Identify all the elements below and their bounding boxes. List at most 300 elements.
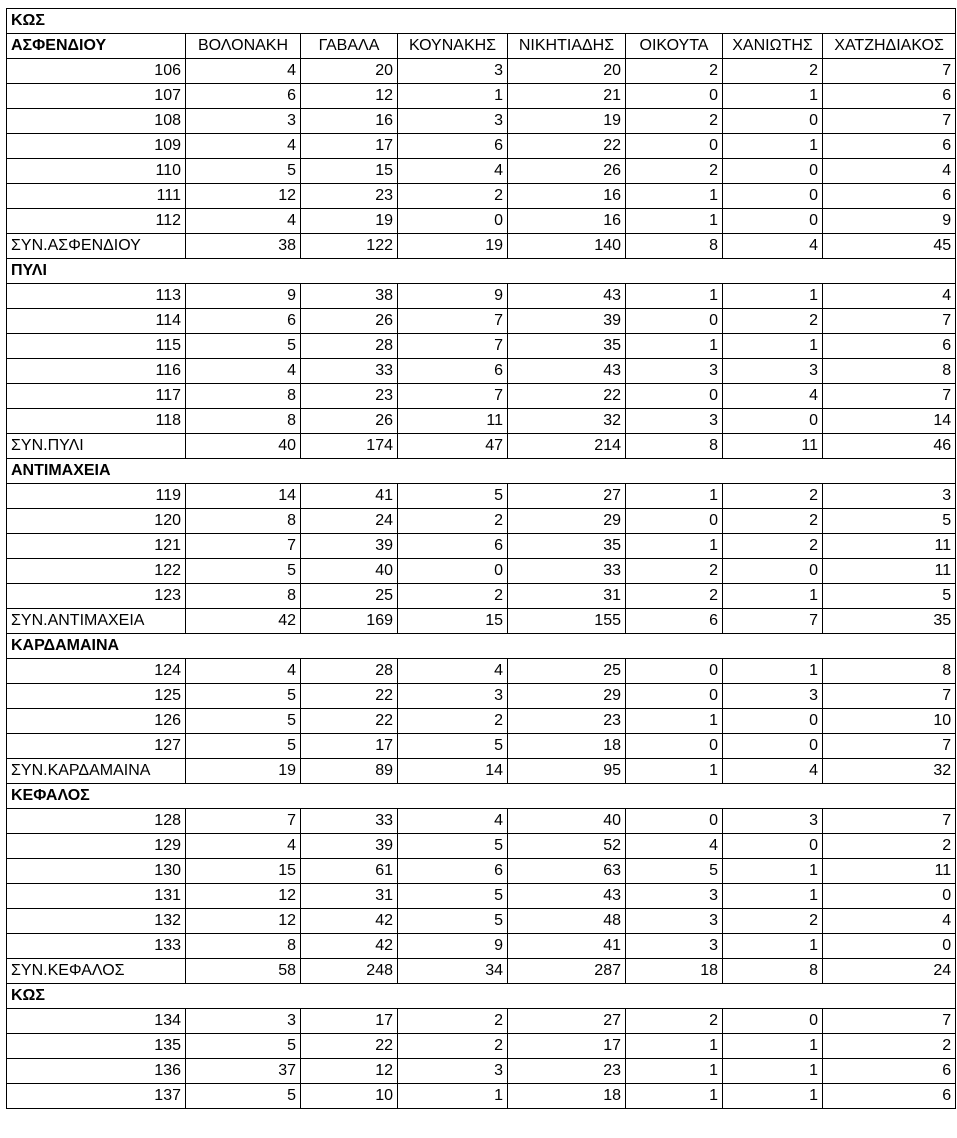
vote-cell[interactable]: 10 [823, 709, 956, 734]
vote-cell[interactable]: 43 [508, 884, 626, 909]
vote-cell[interactable]: 27 [508, 484, 626, 509]
vote-cell[interactable]: 2 [398, 584, 508, 609]
precinct-id-cell[interactable]: 123 [7, 584, 186, 609]
vote-cell[interactable]: 41 [508, 934, 626, 959]
precinct-id-cell[interactable]: 114 [7, 309, 186, 334]
vote-cell[interactable]: 23 [508, 1059, 626, 1084]
vote-cell[interactable]: 11 [823, 859, 956, 884]
vote-cell[interactable]: 12 [186, 184, 301, 209]
vote-cell[interactable]: 26 [301, 409, 398, 434]
vote-cell[interactable]: 2 [626, 584, 723, 609]
vote-cell[interactable]: 22 [508, 134, 626, 159]
vote-cell[interactable]: 7 [823, 734, 956, 759]
vote-cell[interactable]: 3 [398, 109, 508, 134]
vote-cell[interactable]: 1 [626, 284, 723, 309]
vote-cell[interactable]: 4 [186, 659, 301, 684]
total-cell[interactable]: 58 [186, 959, 301, 984]
vote-cell[interactable]: 1 [723, 334, 823, 359]
vote-cell[interactable]: 0 [398, 559, 508, 584]
vote-cell[interactable]: 1 [723, 1084, 823, 1109]
total-label-cell[interactable]: ΣΥΝ.ΚΑΡΔΑΜΑΙΝΑ [7, 759, 186, 784]
vote-cell[interactable]: 1 [626, 1034, 723, 1059]
vote-cell[interactable]: 1 [626, 209, 723, 234]
vote-cell[interactable]: 1 [626, 184, 723, 209]
vote-cell[interactable]: 14 [186, 484, 301, 509]
total-cell[interactable]: 46 [823, 434, 956, 459]
total-cell[interactable]: 14 [398, 759, 508, 784]
vote-cell[interactable]: 1 [723, 934, 823, 959]
column-header[interactable]: ΒΟΛΟΝΑΚΗ [186, 34, 301, 59]
vote-cell[interactable]: 8 [186, 384, 301, 409]
total-cell[interactable]: 140 [508, 234, 626, 259]
precinct-id-cell[interactable]: 129 [7, 834, 186, 859]
vote-cell[interactable]: 2 [626, 59, 723, 84]
vote-cell[interactable]: 7 [823, 1009, 956, 1034]
vote-cell[interactable]: 1 [626, 709, 723, 734]
vote-cell[interactable]: 16 [508, 209, 626, 234]
vote-cell[interactable]: 6 [823, 1059, 956, 1084]
vote-cell[interactable]: 2 [723, 534, 823, 559]
vote-cell[interactable]: 4 [186, 134, 301, 159]
vote-cell[interactable]: 5 [186, 1084, 301, 1109]
total-cell[interactable]: 32 [823, 759, 956, 784]
column-header[interactable]: ΟΙΚΟΥΤΑ [626, 34, 723, 59]
vote-cell[interactable]: 5 [823, 509, 956, 534]
vote-cell[interactable]: 5 [186, 559, 301, 584]
total-cell[interactable]: 248 [301, 959, 398, 984]
total-cell[interactable]: 35 [823, 609, 956, 634]
precinct-id-cell[interactable]: 111 [7, 184, 186, 209]
vote-cell[interactable]: 35 [508, 334, 626, 359]
vote-cell[interactable]: 39 [301, 834, 398, 859]
vote-cell[interactable]: 12 [301, 84, 398, 109]
vote-cell[interactable]: 5 [398, 884, 508, 909]
vote-cell[interactable]: 0 [626, 84, 723, 109]
vote-cell[interactable]: 12 [186, 909, 301, 934]
vote-cell[interactable]: 5 [626, 859, 723, 884]
vote-cell[interactable]: 40 [508, 809, 626, 834]
total-cell[interactable]: 40 [186, 434, 301, 459]
vote-cell[interactable]: 7 [398, 384, 508, 409]
column-header[interactable]: ΧΑΤΖΗΔΙΑΚΟΣ [823, 34, 956, 59]
vote-cell[interactable]: 7 [398, 309, 508, 334]
vote-cell[interactable]: 2 [823, 1034, 956, 1059]
vote-cell[interactable]: 7 [823, 309, 956, 334]
vote-cell[interactable]: 63 [508, 859, 626, 884]
vote-cell[interactable]: 12 [186, 884, 301, 909]
vote-cell[interactable]: 40 [301, 559, 398, 584]
vote-cell[interactable]: 6 [186, 84, 301, 109]
total-cell[interactable]: 8 [626, 434, 723, 459]
precinct-id-cell[interactable]: 125 [7, 684, 186, 709]
vote-cell[interactable]: 0 [723, 834, 823, 859]
precinct-id-cell[interactable]: 132 [7, 909, 186, 934]
vote-cell[interactable]: 37 [186, 1059, 301, 1084]
vote-cell[interactable]: 1 [626, 334, 723, 359]
vote-cell[interactable]: 43 [508, 359, 626, 384]
vote-cell[interactable]: 0 [626, 134, 723, 159]
vote-cell[interactable]: 19 [508, 109, 626, 134]
vote-cell[interactable]: 4 [186, 59, 301, 84]
vote-cell[interactable]: 33 [508, 559, 626, 584]
vote-cell[interactable]: 1 [723, 584, 823, 609]
vote-cell[interactable]: 8 [186, 509, 301, 534]
vote-cell[interactable]: 4 [626, 834, 723, 859]
vote-cell[interactable]: 2 [626, 109, 723, 134]
total-cell[interactable]: 19 [186, 759, 301, 784]
vote-cell[interactable]: 42 [301, 934, 398, 959]
vote-cell[interactable]: 42 [301, 909, 398, 934]
vote-cell[interactable]: 52 [508, 834, 626, 859]
vote-cell[interactable]: 16 [508, 184, 626, 209]
vote-cell[interactable]: 22 [301, 1034, 398, 1059]
vote-cell[interactable]: 20 [508, 59, 626, 84]
total-cell[interactable]: 6 [626, 609, 723, 634]
vote-cell[interactable]: 3 [398, 59, 508, 84]
vote-cell[interactable]: 17 [508, 1034, 626, 1059]
vote-cell[interactable]: 3 [626, 934, 723, 959]
vote-cell[interactable]: 2 [723, 484, 823, 509]
vote-cell[interactable]: 2 [723, 59, 823, 84]
vote-cell[interactable]: 15 [301, 159, 398, 184]
vote-cell[interactable]: 2 [723, 309, 823, 334]
precinct-id-cell[interactable]: 128 [7, 809, 186, 834]
vote-cell[interactable]: 6 [823, 334, 956, 359]
vote-cell[interactable]: 7 [398, 334, 508, 359]
vote-cell[interactable]: 5 [186, 334, 301, 359]
column-header[interactable]: ΓΑΒΑΛΑ [301, 34, 398, 59]
vote-cell[interactable]: 4 [398, 659, 508, 684]
vote-cell[interactable]: 0 [723, 734, 823, 759]
vote-cell[interactable]: 23 [301, 384, 398, 409]
vote-cell[interactable]: 61 [301, 859, 398, 884]
vote-cell[interactable]: 10 [301, 1084, 398, 1109]
vote-cell[interactable]: 6 [823, 1084, 956, 1109]
vote-cell[interactable]: 0 [723, 209, 823, 234]
total-cell[interactable]: 19 [398, 234, 508, 259]
precinct-id-cell[interactable]: 133 [7, 934, 186, 959]
vote-cell[interactable]: 31 [301, 884, 398, 909]
vote-cell[interactable]: 5 [186, 734, 301, 759]
vote-cell[interactable]: 43 [508, 284, 626, 309]
vote-cell[interactable]: 28 [301, 334, 398, 359]
vote-cell[interactable]: 2 [723, 509, 823, 534]
vote-cell[interactable]: 4 [823, 159, 956, 184]
total-cell[interactable]: 4 [723, 759, 823, 784]
vote-cell[interactable]: 4 [723, 384, 823, 409]
vote-cell[interactable]: 29 [508, 684, 626, 709]
precinct-id-cell[interactable]: 131 [7, 884, 186, 909]
vote-cell[interactable]: 14 [823, 409, 956, 434]
vote-cell[interactable]: 3 [398, 1059, 508, 1084]
section-name[interactable]: ΑΝΤΙΜΑΧΕΙΑ [7, 459, 956, 484]
vote-cell[interactable]: 23 [301, 184, 398, 209]
vote-cell[interactable]: 0 [823, 934, 956, 959]
vote-cell[interactable]: 3 [626, 359, 723, 384]
vote-cell[interactable]: 3 [723, 359, 823, 384]
vote-cell[interactable]: 8 [186, 934, 301, 959]
vote-cell[interactable]: 9 [186, 284, 301, 309]
vote-cell[interactable]: 1 [723, 659, 823, 684]
vote-cell[interactable]: 8 [823, 659, 956, 684]
vote-cell[interactable]: 2 [823, 834, 956, 859]
vote-cell[interactable]: 3 [186, 1009, 301, 1034]
section-name[interactable]: ΠΥΛΙ [7, 259, 956, 284]
total-cell[interactable]: 38 [186, 234, 301, 259]
vote-cell[interactable]: 0 [723, 184, 823, 209]
vote-cell[interactable]: 33 [301, 809, 398, 834]
total-cell[interactable]: 34 [398, 959, 508, 984]
vote-cell[interactable]: 2 [626, 559, 723, 584]
total-cell[interactable]: 11 [723, 434, 823, 459]
vote-cell[interactable]: 0 [626, 309, 723, 334]
vote-cell[interactable]: 6 [823, 134, 956, 159]
vote-cell[interactable]: 1 [398, 84, 508, 109]
precinct-id-cell[interactable]: 136 [7, 1059, 186, 1084]
vote-cell[interactable]: 4 [186, 359, 301, 384]
total-cell[interactable]: 4 [723, 234, 823, 259]
vote-cell[interactable]: 8 [186, 584, 301, 609]
vote-cell[interactable]: 26 [508, 159, 626, 184]
vote-cell[interactable]: 4 [823, 909, 956, 934]
vote-cell[interactable]: 2 [398, 709, 508, 734]
total-cell[interactable]: 169 [301, 609, 398, 634]
vote-cell[interactable]: 5 [398, 484, 508, 509]
vote-cell[interactable]: 5 [398, 834, 508, 859]
total-label-cell[interactable]: ΣΥΝ.ΑΝΤΙΜΑΧΕΙΑ [7, 609, 186, 634]
precinct-id-cell[interactable]: 126 [7, 709, 186, 734]
precinct-id-cell[interactable]: 108 [7, 109, 186, 134]
total-cell[interactable]: 8 [723, 959, 823, 984]
vote-cell[interactable]: 0 [723, 159, 823, 184]
vote-cell[interactable]: 35 [508, 534, 626, 559]
precinct-id-cell[interactable]: 122 [7, 559, 186, 584]
column-header[interactable]: ΧΑΝΙΩΤΗΣ [723, 34, 823, 59]
vote-cell[interactable]: 18 [508, 1084, 626, 1109]
vote-cell[interactable]: 1 [723, 1059, 823, 1084]
precinct-id-cell[interactable]: 130 [7, 859, 186, 884]
vote-cell[interactable]: 7 [823, 809, 956, 834]
precinct-id-cell[interactable]: 107 [7, 84, 186, 109]
total-cell[interactable]: 45 [823, 234, 956, 259]
vote-cell[interactable]: 0 [626, 734, 723, 759]
total-cell[interactable]: 95 [508, 759, 626, 784]
total-label-cell[interactable]: ΣΥΝ.ΚΕΦΑΛΟΣ [7, 959, 186, 984]
vote-cell[interactable]: 3 [626, 884, 723, 909]
vote-cell[interactable]: 6 [398, 359, 508, 384]
vote-cell[interactable]: 4 [186, 209, 301, 234]
precinct-id-cell[interactable]: 120 [7, 509, 186, 534]
vote-cell[interactable]: 32 [508, 409, 626, 434]
column-header[interactable]: ΚΟΥΝΑΚΗΣ [398, 34, 508, 59]
vote-cell[interactable]: 1 [626, 1084, 723, 1109]
total-cell[interactable]: 214 [508, 434, 626, 459]
vote-cell[interactable]: 0 [723, 559, 823, 584]
precinct-id-cell[interactable]: 106 [7, 59, 186, 84]
total-label-cell[interactable]: ΣΥΝ.ΑΣΦΕΝΔΙΟΥ [7, 234, 186, 259]
vote-cell[interactable]: 3 [723, 809, 823, 834]
precinct-id-cell[interactable]: 109 [7, 134, 186, 159]
vote-cell[interactable]: 3 [723, 684, 823, 709]
precinct-id-cell[interactable]: 116 [7, 359, 186, 384]
precinct-id-cell[interactable]: 115 [7, 334, 186, 359]
vote-cell[interactable]: 33 [301, 359, 398, 384]
vote-cell[interactable]: 1 [723, 84, 823, 109]
vote-cell[interactable]: 1 [723, 859, 823, 884]
vote-cell[interactable]: 0 [626, 684, 723, 709]
vote-cell[interactable]: 0 [626, 659, 723, 684]
table-title[interactable]: ΚΩΣ [7, 9, 956, 34]
vote-cell[interactable]: 23 [508, 709, 626, 734]
vote-cell[interactable]: 0 [723, 709, 823, 734]
vote-cell[interactable]: 17 [301, 1009, 398, 1034]
total-cell[interactable]: 287 [508, 959, 626, 984]
section-name[interactable]: ΚΩΣ [7, 984, 956, 1009]
precinct-id-cell[interactable]: 117 [7, 384, 186, 409]
vote-cell[interactable]: 1 [723, 1034, 823, 1059]
precinct-id-cell[interactable]: 119 [7, 484, 186, 509]
precinct-id-cell[interactable]: 127 [7, 734, 186, 759]
vote-cell[interactable]: 5 [823, 584, 956, 609]
vote-cell[interactable]: 2 [723, 909, 823, 934]
vote-cell[interactable]: 6 [186, 309, 301, 334]
vote-cell[interactable]: 0 [723, 1009, 823, 1034]
vote-cell[interactable]: 19 [301, 209, 398, 234]
vote-cell[interactable]: 7 [823, 684, 956, 709]
vote-cell[interactable]: 0 [723, 409, 823, 434]
vote-cell[interactable]: 2 [398, 184, 508, 209]
vote-cell[interactable]: 15 [186, 859, 301, 884]
vote-cell[interactable]: 41 [301, 484, 398, 509]
vote-cell[interactable]: 9 [398, 934, 508, 959]
vote-cell[interactable]: 12 [301, 1059, 398, 1084]
vote-cell[interactable]: 11 [823, 559, 956, 584]
vote-cell[interactable]: 8 [186, 409, 301, 434]
precinct-id-cell[interactable]: 137 [7, 1084, 186, 1109]
vote-cell[interactable]: 1 [723, 284, 823, 309]
total-cell[interactable]: 8 [626, 234, 723, 259]
vote-cell[interactable]: 0 [723, 109, 823, 134]
vote-cell[interactable]: 2 [398, 1034, 508, 1059]
precinct-id-cell[interactable]: 112 [7, 209, 186, 234]
vote-cell[interactable]: 22 [301, 684, 398, 709]
vote-cell[interactable]: 20 [301, 59, 398, 84]
vote-cell[interactable]: 39 [301, 534, 398, 559]
vote-cell[interactable]: 11 [823, 534, 956, 559]
vote-cell[interactable]: 7 [823, 59, 956, 84]
vote-cell[interactable]: 7 [823, 384, 956, 409]
vote-cell[interactable]: 0 [626, 809, 723, 834]
total-cell[interactable]: 155 [508, 609, 626, 634]
vote-cell[interactable]: 1 [723, 884, 823, 909]
total-cell[interactable]: 24 [823, 959, 956, 984]
vote-cell[interactable]: 5 [186, 709, 301, 734]
vote-cell[interactable]: 1 [723, 134, 823, 159]
vote-cell[interactable]: 6 [398, 534, 508, 559]
vote-cell[interactable]: 5 [398, 734, 508, 759]
vote-cell[interactable]: 3 [398, 684, 508, 709]
vote-cell[interactable]: 17 [301, 734, 398, 759]
vote-cell[interactable]: 24 [301, 509, 398, 534]
total-cell[interactable]: 174 [301, 434, 398, 459]
vote-cell[interactable]: 28 [301, 659, 398, 684]
total-cell[interactable]: 1 [626, 759, 723, 784]
vote-cell[interactable]: 27 [508, 1009, 626, 1034]
vote-cell[interactable]: 22 [508, 384, 626, 409]
section-name[interactable]: ΑΣΦΕΝΔΙΟΥ [7, 34, 186, 59]
vote-cell[interactable]: 9 [823, 209, 956, 234]
vote-cell[interactable]: 1 [398, 1084, 508, 1109]
vote-cell[interactable]: 5 [186, 1034, 301, 1059]
vote-cell[interactable]: 17 [301, 134, 398, 159]
vote-cell[interactable]: 0 [626, 384, 723, 409]
vote-cell[interactable]: 9 [398, 284, 508, 309]
vote-cell[interactable]: 7 [823, 109, 956, 134]
precinct-id-cell[interactable]: 135 [7, 1034, 186, 1059]
vote-cell[interactable]: 1 [626, 1059, 723, 1084]
total-cell[interactable]: 89 [301, 759, 398, 784]
vote-cell[interactable]: 22 [301, 709, 398, 734]
precinct-id-cell[interactable]: 121 [7, 534, 186, 559]
precinct-id-cell[interactable]: 113 [7, 284, 186, 309]
vote-cell[interactable]: 18 [508, 734, 626, 759]
total-cell[interactable]: 47 [398, 434, 508, 459]
vote-cell[interactable]: 11 [398, 409, 508, 434]
vote-cell[interactable]: 2 [626, 159, 723, 184]
total-cell[interactable]: 7 [723, 609, 823, 634]
vote-cell[interactable]: 6 [398, 134, 508, 159]
vote-cell[interactable]: 3 [626, 909, 723, 934]
vote-cell[interactable]: 48 [508, 909, 626, 934]
vote-cell[interactable]: 16 [301, 109, 398, 134]
precinct-id-cell[interactable]: 118 [7, 409, 186, 434]
vote-cell[interactable]: 31 [508, 584, 626, 609]
vote-cell[interactable]: 26 [301, 309, 398, 334]
vote-cell[interactable]: 2 [626, 1009, 723, 1034]
vote-cell[interactable]: 3 [186, 109, 301, 134]
vote-cell[interactable]: 38 [301, 284, 398, 309]
vote-cell[interactable]: 25 [508, 659, 626, 684]
vote-cell[interactable]: 1 [626, 534, 723, 559]
vote-cell[interactable]: 2 [398, 1009, 508, 1034]
total-cell[interactable]: 122 [301, 234, 398, 259]
vote-cell[interactable]: 0 [398, 209, 508, 234]
vote-cell[interactable]: 7 [186, 809, 301, 834]
vote-cell[interactable]: 0 [626, 509, 723, 534]
vote-cell[interactable]: 5 [398, 909, 508, 934]
vote-cell[interactable]: 21 [508, 84, 626, 109]
vote-cell[interactable]: 6 [823, 184, 956, 209]
total-label-cell[interactable]: ΣΥΝ.ΠΥΛΙ [7, 434, 186, 459]
vote-cell[interactable]: 4 [823, 284, 956, 309]
vote-cell[interactable]: 29 [508, 509, 626, 534]
vote-cell[interactable]: 3 [626, 409, 723, 434]
precinct-id-cell[interactable]: 110 [7, 159, 186, 184]
vote-cell[interactable]: 8 [823, 359, 956, 384]
vote-cell[interactable]: 2 [398, 509, 508, 534]
vote-cell[interactable]: 25 [301, 584, 398, 609]
vote-cell[interactable]: 3 [823, 484, 956, 509]
total-cell[interactable]: 42 [186, 609, 301, 634]
vote-cell[interactable]: 0 [823, 884, 956, 909]
vote-cell[interactable]: 39 [508, 309, 626, 334]
vote-cell[interactable]: 5 [186, 684, 301, 709]
vote-cell[interactable]: 4 [186, 834, 301, 859]
vote-cell[interactable]: 6 [823, 84, 956, 109]
total-cell[interactable]: 18 [626, 959, 723, 984]
section-name[interactable]: ΚΕΦΑΛΟΣ [7, 784, 956, 809]
precinct-id-cell[interactable]: 134 [7, 1009, 186, 1034]
